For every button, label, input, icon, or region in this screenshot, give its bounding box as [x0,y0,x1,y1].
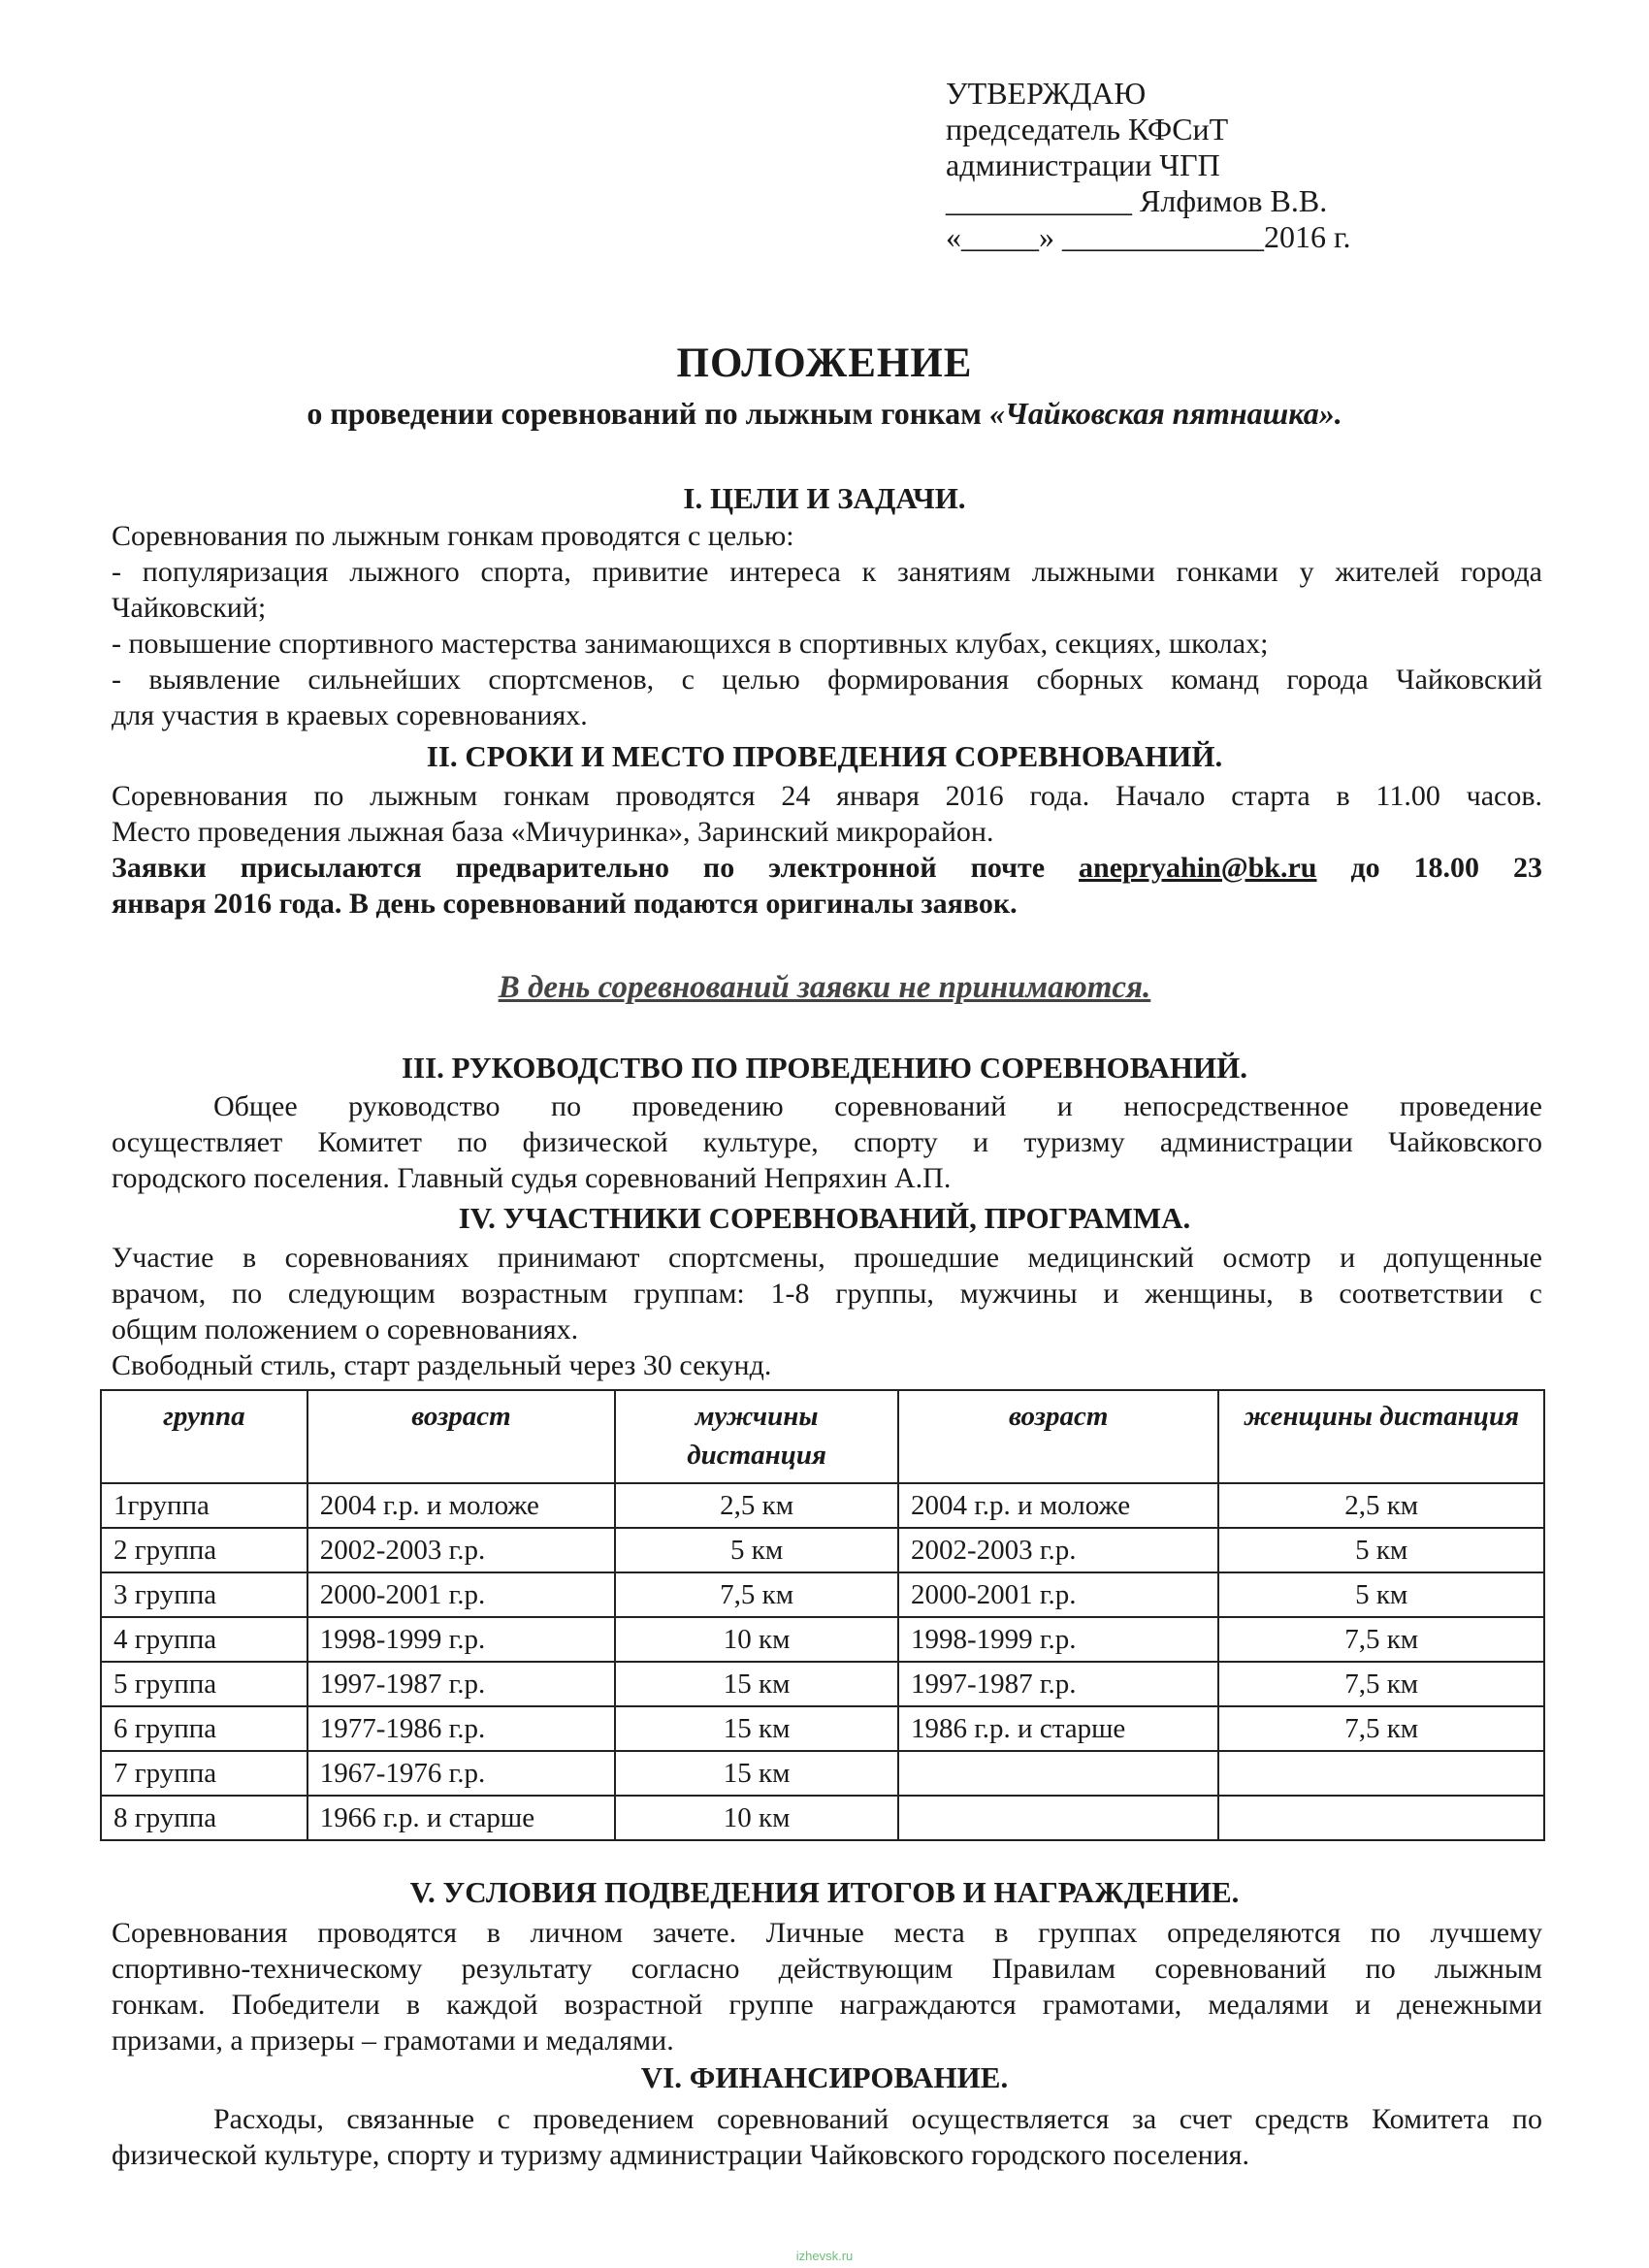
group-cell: 7 группа [101,1751,307,1796]
paragraph-line: Соревнования проводятся в личном зачете. Личные места в группах определяются по лучшему [112,1917,1542,1949]
paragraph-line: Соревнования по лыжным гонкам проводятся 24 января 2016 года. Начало старта в 11.00 часов. [112,780,1542,812]
paragraph-line: Соревнования по лыжным гонкам проводятся с целью: [112,520,794,552]
application-deadline-line [112,850,1542,886]
document-title: ПОЛОЖЕНИЕ [676,340,973,386]
email-link[interactable]: anepryahin@bk.ru [1079,852,1317,884]
paragraph-line: врачом, по следующим возрастным группам: 1-8 группы, мужчины и женщины, в соответствии с [112,1278,1542,1310]
paragraph-line: спортивно-техническому результату согласно действующим Правилам соревнований по лыжным [112,1953,1542,1985]
table-row [101,1796,1544,1840]
paragraph-line: физической культуре, спорту и туризму администрации Чайковского городского поселения. [112,2139,1249,2171]
document-subtitle [0,396,1649,432]
paragraph-line: осуществляет Комитет по физической культуре, спорту и туризму администрации Чайковского [112,1126,1542,1158]
section-1-heading: I. ЦЕЛИ И ЗАДАЧИ. [683,481,966,515]
paragraph-line: Участие в соревнованиях принимают спортсмены, прошедшие медицинский осмотр и допущенные [112,1242,1542,1274]
distance-cell: 10 км [615,1796,898,1840]
paragraph-line: Расходы, связанные с проведением соревнований осуществляется за счет средств Комитета по [213,2103,1542,2135]
paragraph-line: - повышение спортивного мастерства занимающихся в спортивных клубах, секциях, школах; [112,628,1269,660]
group-cell: 5 группа [101,1662,307,1706]
paragraph-line: - популяризация лыжного спорта, привитие интереса к занятиям лыжными гонками у жителей города [112,556,1542,588]
age-cell: 1986 г.р. и старше [898,1706,1218,1751]
age-cell: 2002-2003 г.р. [307,1528,616,1572]
site-watermark: izhevsk.ru [795,2249,854,2263]
distance-cell: 2,5 км [615,1483,898,1528]
deadline-text: Заявки присылаются предварительно по электронной почте [112,852,1080,884]
age-cell: 1997-1987 г.р. [307,1662,616,1706]
approval-block [946,76,1351,255]
paragraph-line: призами, а призеры – грамотами и медалями. [112,2025,674,2057]
group-cell: 1группа [101,1483,307,1528]
section-4-heading: IV. УЧАСТНИКИ СОРЕВНОВАНИЙ, ПРОГРАММА. [458,1201,1191,1235]
age-groups-table [100,1389,1545,1841]
section-4-body [112,1240,1542,1383]
section-5-heading: V. УСЛОВИЯ ПОДВЕДЕНИЯ ИТОГОВ И НАГРАЖДЕНИЕ. [409,1875,1240,1909]
age-cell: 2000-2001 г.р. [898,1572,1218,1617]
notice-no-applications [0,970,1649,1006]
paragraph-line: - выявление сильнейших спортсменов, с целью формирования сборных команд города Чайковский [112,664,1542,696]
section-2-heading: II. СРОКИ И МЕСТО ПРОВЕДЕНИЯ СОРЕВНОВАНИЙ. [426,739,1223,773]
age-cell: 1997-1987 г.р. [898,1662,1218,1706]
notice-text: В день соревнований заявки не принимаются. [498,970,1151,1005]
subtitle-event-name: «Чайковская пятнашка». [988,396,1342,431]
table-row [101,1572,1544,1617]
approval-signature-line: ____________ Ялфимов В.В. [946,183,1328,218]
section-5-body [112,1915,1542,2058]
table-row [101,1706,1544,1751]
distance-cell [1218,1751,1544,1796]
section-3-body [112,1088,1542,1196]
header-men-distance: мужчины дистанция [615,1390,898,1483]
distance-cell: 15 км [615,1751,898,1796]
header-age-men: возраст [307,1390,616,1483]
distance-cell: 15 км [615,1662,898,1706]
approval-line: председатель КФСиТ [946,112,1229,146]
paragraph-line: Свободный стиль, старт раздельный через 30 секунд. [112,1349,772,1381]
table-header-row [101,1390,1544,1483]
age-cell [898,1751,1218,1796]
paragraph-line: гонкам. Победители в каждой возрастной группе награждаются грамотами, медалями и денежными [112,1989,1542,2021]
distance-cell: 7,5 км [1218,1662,1544,1706]
age-cell [898,1796,1218,1840]
age-cell: 1977-1986 г.р. [307,1706,616,1751]
distance-cell: 5 км [615,1528,898,1572]
approval-line: администрации ЧГП [946,147,1220,182]
paragraph-line: Место проведения лыжная база «Мичуринка», Заринский микрорайон. [112,816,994,848]
header-age-women: возраст [898,1390,1218,1483]
subtitle-text: о проведении соревнований по лыжным гонкам [307,396,989,431]
paragraph-line: Общее руководство по проведению соревнований и непосредственное проведение [213,1090,1542,1122]
distance-cell: 7,5 км [1218,1706,1544,1751]
distance-cell: 5 км [1218,1572,1544,1617]
table-row [101,1483,1544,1528]
section-1-body [112,518,1542,733]
age-cell: 2004 г.р. и моложе [307,1483,616,1528]
age-cell: 2002-2003 г.р. [898,1528,1218,1572]
table-row [101,1751,1544,1796]
age-cell: 1998-1999 г.р. [307,1617,616,1662]
group-cell: 3 группа [101,1572,307,1617]
paragraph-line: городского поселения. Главный судья соревнований Непряхин А.П. [112,1162,952,1194]
table-row [101,1662,1544,1706]
section-6-body [112,2101,1542,2173]
table-row [101,1617,1544,1662]
approval-date-line: «_____» _____________2016 г. [946,219,1351,254]
section-2-body [112,778,1542,922]
distance-cell: 10 км [615,1617,898,1662]
section-6-heading: VI. ФИНАНСИРОВАНИЕ. [640,2060,1009,2094]
deadline-time: до 18.00 23 [1316,852,1542,884]
group-cell: 8 группа [101,1796,307,1840]
distance-cell [1218,1796,1544,1840]
distance-cell: 7,5 км [1218,1617,1544,1662]
distance-cell: 5 км [1218,1528,1544,1572]
paragraph-line: Чайковский; [112,592,267,624]
paragraph-line: общим положением о соревнованиях. [112,1313,579,1345]
distance-cell: 7,5 км [615,1572,898,1617]
group-cell: 2 группа [101,1528,307,1572]
distance-cell: 2,5 км [1218,1483,1544,1528]
header-women-distance: женщины дистанция [1218,1390,1544,1483]
distance-cell: 15 км [615,1706,898,1751]
group-cell: 6 группа [101,1706,307,1751]
section-3-heading: III. РУКОВОДСТВО ПО ПРОВЕДЕНИЮ СОРЕВНОВАНИЙ. [401,1051,1247,1085]
age-cell: 1967-1976 г.р. [307,1751,616,1796]
paragraph-line: для участия в краевых соревнованиях. [112,699,588,731]
age-cell: 1998-1999 г.р. [898,1617,1218,1662]
age-cell: 1966 г.р. и старше [307,1796,616,1840]
header-group: группа [101,1390,307,1483]
approval-line: УТВЕРЖДАЮ [946,76,1147,111]
table-row [101,1528,1544,1572]
paragraph-line: января 2016 года. В день соревнований подаются оригиналы заявок. [112,888,1018,920]
group-cell: 4 группа [101,1617,307,1662]
age-cell: 2000-2001 г.р. [307,1572,616,1617]
age-cell: 2004 г.р. и моложе [898,1483,1218,1528]
